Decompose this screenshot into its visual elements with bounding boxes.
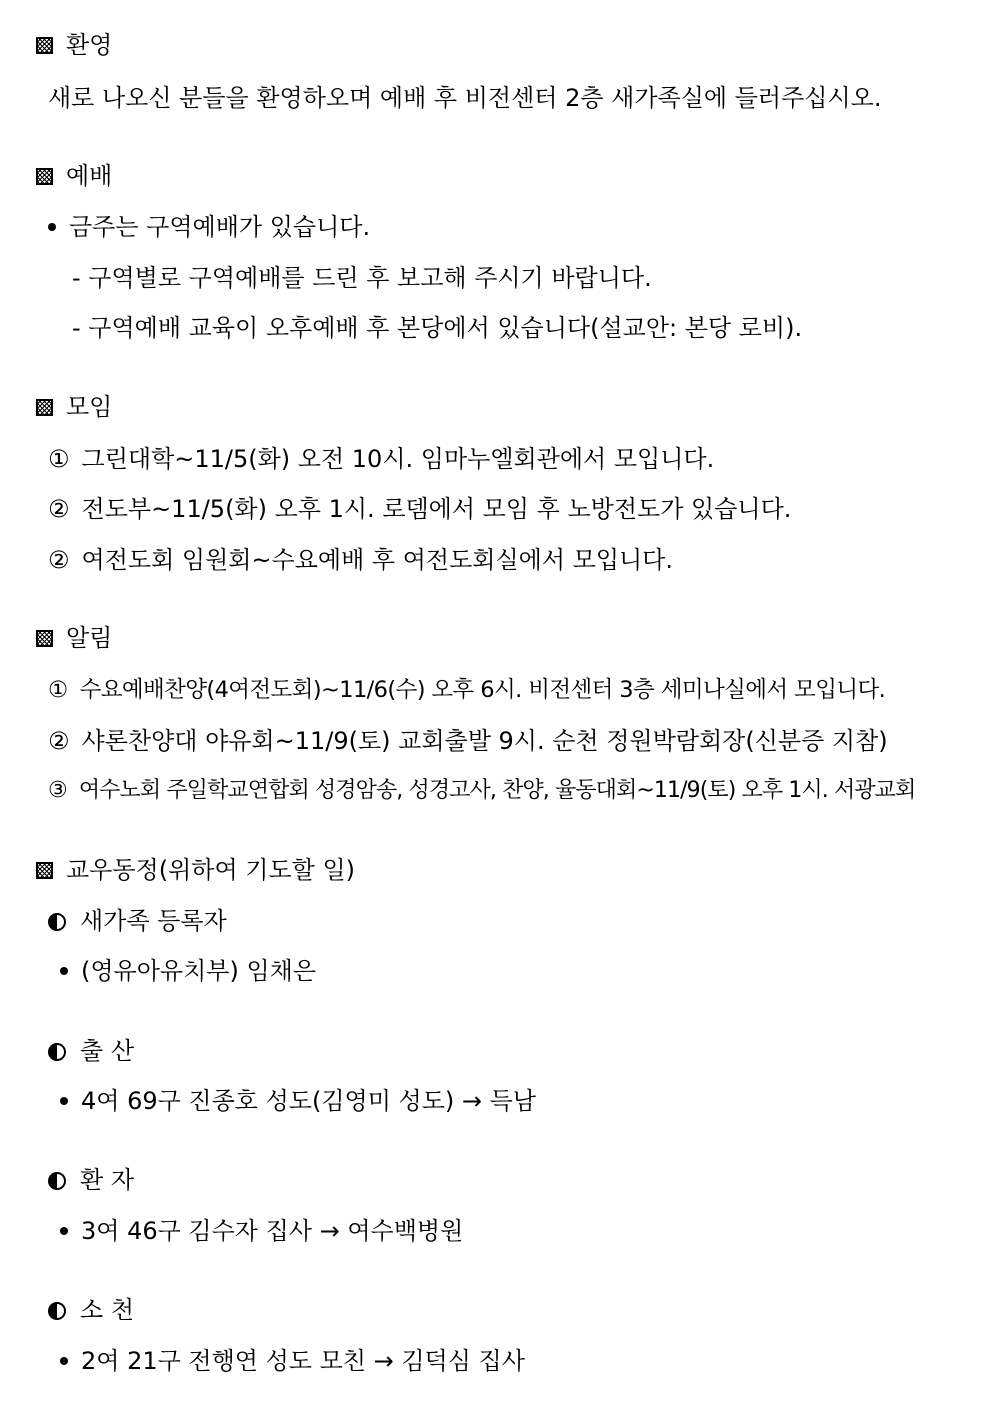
group-item-text: (영유아유치부) 임채은 [81, 957, 317, 985]
notice-item-text: 여수노회 주일학교연합회 성경암송, 성경고사, 찬양, 율동대회~11/9(토) 오후 1시. 서광교회 [78, 778, 916, 803]
fellowship-heading [36, 855, 355, 885]
meeting-item-1 [48, 444, 714, 474]
worship-bullet [48, 212, 370, 242]
fellowship-group-title [48, 1165, 134, 1195]
half-circle-icon [48, 1043, 66, 1061]
group-title-text: 소 천 [80, 1296, 134, 1324]
fellowship-group-item [60, 1346, 525, 1376]
circled-number: ② [48, 546, 70, 574]
bullet-icon [60, 1097, 68, 1105]
notice-item-text: 샤론찬양대 야유회~11/9(토) 교회출발 9시. 순천 정원박람회장(신분증 지참) [81, 727, 888, 755]
meeting-item-text: 여전도회 임원회~수요예배 후 여전도회실에서 모입니다. [81, 546, 673, 574]
circled-number: ① [48, 677, 68, 703]
fellowship-group-item [60, 1216, 463, 1246]
meeting-item-3 [48, 545, 673, 575]
worship-heading [36, 161, 112, 191]
welcome-text: 새로 나오신 분들을 환영하오며 예배 후 비전센터 2층 새가족실에 들러주십시오. [48, 84, 882, 112]
checkered-square-icon [36, 630, 53, 647]
notice-item-3 [48, 776, 915, 806]
half-circle-icon [48, 1302, 66, 1320]
group-title-text: 출 산 [80, 1037, 134, 1065]
worship-sub-item-1: - 구역별로 구역예배를 드린 후 보고해 주시기 바랍니다. [72, 264, 652, 292]
fellowship-group-title [48, 1036, 134, 1066]
meeting-item-text: 그린대학~11/5(화) 오전 10시. 임마누엘회관에서 모입니다. [81, 445, 715, 473]
checkered-square-icon [36, 399, 53, 416]
meeting-item-2 [48, 494, 791, 524]
worship-heading-text: 예배 [66, 162, 113, 190]
fellowship-heading-text: 교우동정(위하여 기도할 일) [66, 856, 356, 884]
welcome-heading-text: 환영 [66, 31, 113, 59]
fellowship-group-item [60, 1086, 536, 1116]
group-title-text: 환 자 [80, 1166, 134, 1194]
half-circle-icon [48, 913, 66, 931]
fellowship-group-title [48, 906, 227, 936]
bullet-icon [48, 223, 56, 231]
checkered-square-icon [36, 862, 53, 879]
circled-number: ③ [48, 778, 67, 803]
notices-heading [36, 623, 112, 653]
welcome-heading [36, 30, 112, 60]
worship-bullet-text: 금주는 구역예배가 있습니다. [69, 213, 371, 241]
worship-sub-item-2: - 구역예배 교육이 오후예배 후 본당에서 있습니다(설교안: 본당 로비). [72, 314, 803, 342]
notice-item-2 [48, 726, 888, 756]
checkered-square-icon [36, 37, 53, 54]
meeting-item-text: 전도부~11/5(화) 오후 1시. 로뎀에서 모임 후 노방전도가 있습니다. [81, 495, 792, 523]
circled-number: ① [48, 445, 70, 473]
circled-number: ② [48, 727, 70, 755]
group-title-text: 새가족 등록자 [80, 907, 227, 935]
bullet-icon [60, 1357, 68, 1365]
fellowship-group-item [60, 956, 316, 986]
notice-item-text: 수요예배찬양(4여전도회)~11/6(수) 오후 6시. 비전센터 3층 세미나실에서 모입니다. [79, 677, 886, 703]
group-item-text: 4여 69구 진종호 성도(김영미 성도) → 득남 [81, 1087, 536, 1115]
group-item-text: 3여 46구 김수자 집사 → 여수백병원 [81, 1217, 464, 1245]
meetings-heading [36, 392, 112, 422]
half-circle-icon [48, 1172, 66, 1190]
bullet-icon [60, 1227, 68, 1235]
checkered-square-icon [36, 168, 53, 185]
bullet-icon [60, 967, 68, 975]
notices-heading-text: 알림 [66, 624, 113, 652]
fellowship-group-title [48, 1295, 134, 1325]
circled-number: ② [48, 495, 70, 523]
notice-item-1 [48, 675, 885, 705]
group-item-text: 2여 21구 전행연 성도 모친 → 김덕심 집사 [81, 1347, 525, 1375]
meetings-heading-text: 모임 [66, 393, 113, 421]
